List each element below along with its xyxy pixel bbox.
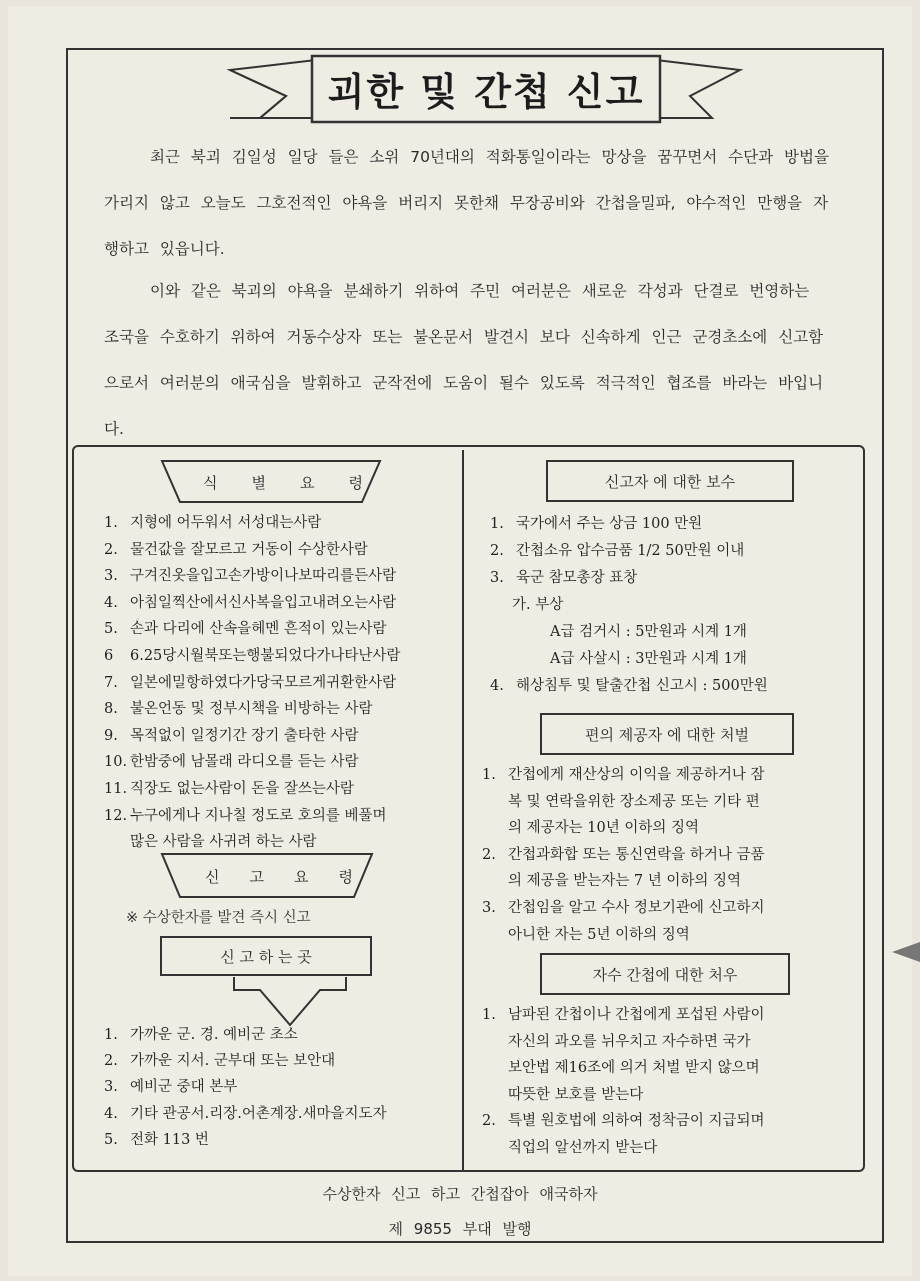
list-item: 9. 목적없이 일정기간 장기 출타한 사람 (104, 727, 359, 744)
punish-title: 편의 제공자 에 대한 처벌 (540, 713, 794, 755)
list-item: 3. 육군 참모총장 표창 (490, 570, 638, 586)
page-tab-marker (892, 942, 920, 962)
list-item: 5. 손과 다리에 산속을헤멘 흔적이 있는사람 (104, 621, 387, 638)
list-item: 1. 지형에 어두워서 서성대는사람 (104, 515, 322, 531)
list-item: 1. 간첩에게 재산상의 이익을 제공하거나 잠 (482, 767, 765, 783)
list-item: 자신의 과오를 뉘우치고 자수하면 국가 (508, 1033, 751, 1050)
list-item: 따뜻한 보호를 받는다 (508, 1086, 644, 1103)
report-title: 신고요령 (205, 867, 383, 886)
reward-list (490, 511, 768, 700)
intro-paragraph-2: 이와 같은 북괴의 야욕을 분쇄하기 위하여 주민 여러분은 새로운 각성과 단결로 번영하는 조국을 수호하기 위하여 거동수상자 또는 불온문서 발견시 보다 신속하게 인근 군경초소에 신고함으로서 여러분의 애국심을 발휘하고 군작전에 도움이 될수 있도록 적극적인 협조를 바라는 바입니다. (104, 282, 824, 438)
list-item: 2. 간첩과화합 또는 통신연락을 하거나 금품 (482, 846, 765, 863)
list-item: 2. 간첩소유 압수금품 1/2 50만원 이내 (490, 543, 745, 559)
list-item: 4. 해상침투 및 탈출간첩 신고시 : 500만원 (490, 678, 768, 694)
where-list (104, 1022, 387, 1153)
list-item: A급 검거시 : 5만원과 시계 1개 (550, 624, 747, 640)
intro-paragraph-1: 최근 북괴 김일성 일당 들은 소위 70년대의 적화통일이라는 망상을 꿈꾸면서 수단과 방법을 가리지 않고 오늘도 그호전적인 야욕을 버리지 못한채 무장공비와 간첩을밀파, 야수적인 만행을 자행하고 있읍니다. (104, 148, 829, 258)
where-title: 신 고 하 는 곳 (160, 936, 372, 976)
list-item: 12. 누구에게나 지나칠 정도로 호의를 베풀며 (104, 807, 387, 824)
list-item: 아니한 자는 5년 이하의 징역 (508, 926, 690, 943)
list-item: 7. 일본에밀항하였다가당국모르게귀환한사람 (104, 674, 397, 691)
identify-list (104, 510, 400, 856)
list-item: 의 제공자는 10년 이하의 징역 (508, 820, 699, 837)
page-title: 괴한 및 간첩 신고 (327, 69, 645, 114)
list-item: 10. 한밤중에 남몰래 라디오를 듣는 사람 (104, 754, 359, 771)
list-item: 1. 국가에서 주는 상금 100 만원 (490, 516, 703, 532)
list-item: 1. 남파된 간첩이나 간첩에게 포섭된 사람이 (482, 1007, 765, 1023)
list-item: 3. 간첩임을 알고 수사 정보기관에 신고하지 (482, 899, 765, 916)
list-item: 5. 전화 113 번 (104, 1131, 209, 1148)
list-item: 보안법 제16조에 의거 처벌 받지 않으며 (508, 1060, 760, 1077)
list-item: 4. 아침일찍산에서신사복을입고내려오는사람 (104, 594, 397, 611)
list-item: 6 6.25당시월북또는행불되었다가나타난사람 (104, 647, 401, 664)
reward-title: 신고자 에 대한 보수 (546, 460, 794, 502)
identify-title: 식별요령 (203, 473, 397, 492)
list-item: 2. 가까운 지서. 군부대 또는 보안대 (104, 1053, 336, 1070)
list-item: 2. 특별 원호법에 의하여 정착금이 지급되며 (482, 1113, 765, 1130)
list-item: 2. 물건값을 잘모르고 거동이 수상한사람 (104, 541, 368, 558)
list-item: 3. 구겨진옷을입고손가방이나보따리를든사람 (104, 568, 397, 585)
list-item: 8. 불온언동 및 정부시책을 비방하는 사람 (104, 701, 373, 718)
list-item: 의 제공을 받는자는 7 년 이하의 징역 (508, 873, 741, 890)
list-item: 1. 가까운 군. 경. 예비군 초소 (104, 1027, 298, 1043)
list-item: A급 사살시 : 3만원과 시계 1개 (550, 651, 747, 667)
issuer-line: 제 9855 부대 발행 (388, 1220, 532, 1238)
list-item: 4. 기타 관공서.리장.어촌계장.새마을지도자 (104, 1105, 387, 1122)
list-item-continuation: 많은 사람을 사귀려 하는 사람 (130, 834, 317, 851)
surrender-list (482, 1002, 765, 1162)
list-item: 가. 부상 (512, 597, 564, 613)
list-item: 3. 예비군 중대 본부 (104, 1079, 238, 1096)
report-note: ※ 수상한자를 발견 즉시 신고 (126, 910, 311, 926)
punish-list (482, 762, 765, 948)
surrender-title: 자수 간첩에 대한 처우 (540, 953, 790, 995)
list-item: 11. 직장도 없는사람이 돈을 잘쓰는사람 (104, 780, 354, 797)
list-item: 직업의 알선까지 받는다 (508, 1139, 658, 1156)
list-item: 복 및 연락을위한 장소제공 또는 기타 편 (508, 793, 760, 810)
slogan: 수상한자 신고 하고 간첩잡아 애국하자 (322, 1185, 598, 1203)
